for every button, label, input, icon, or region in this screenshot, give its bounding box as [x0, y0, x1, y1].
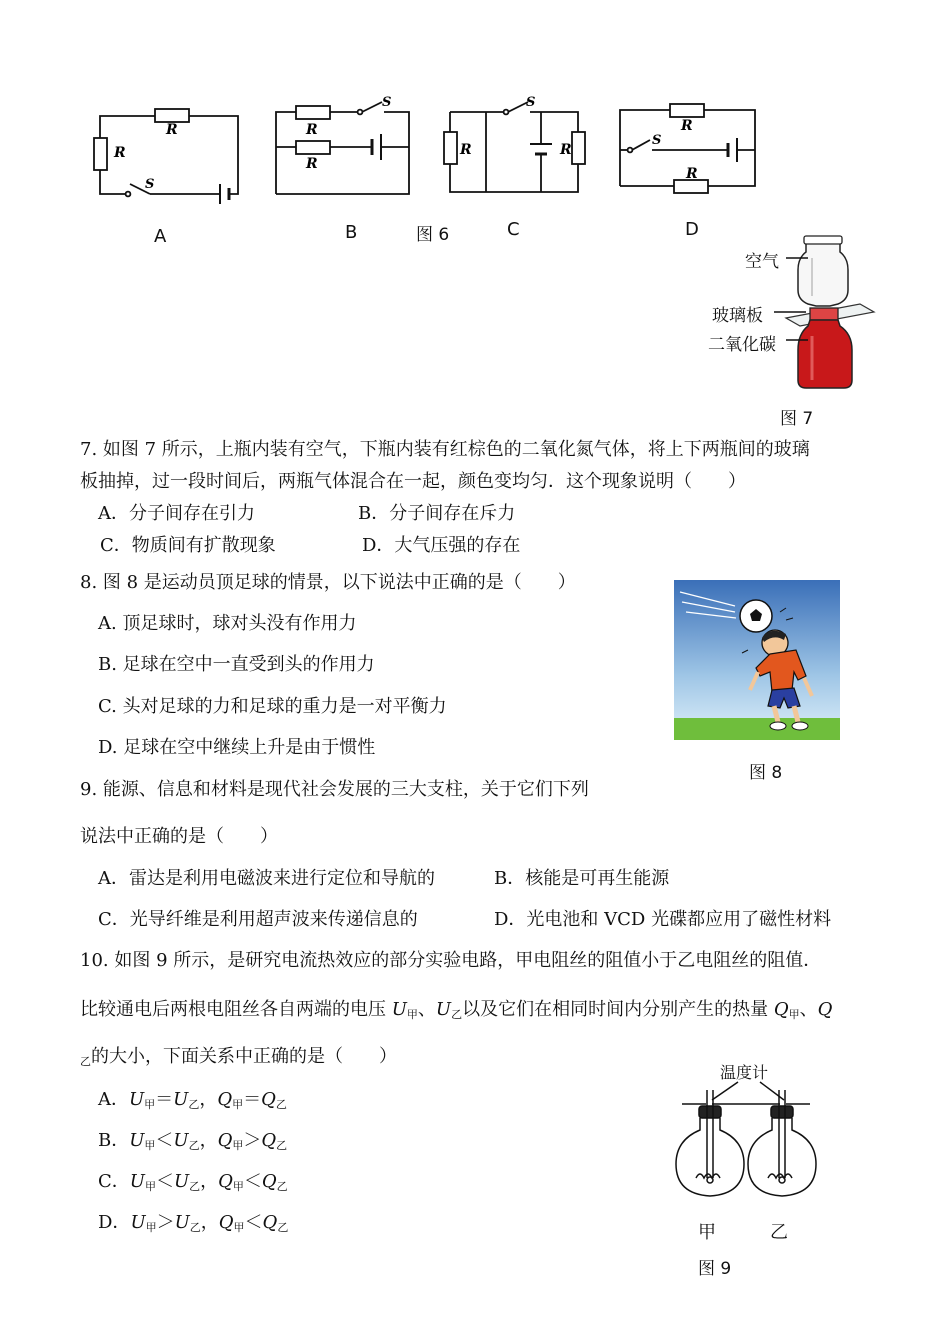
sub-yi: 乙: [189, 1221, 201, 1234]
q10-stem-text: 比较通电后两根电阻丝各自两端的电压: [80, 999, 392, 1020]
relation: ＜: [244, 1212, 263, 1233]
symbol-u: U: [173, 1171, 190, 1192]
option-prefix: A．: [98, 1089, 129, 1110]
resistor-label: R: [306, 156, 318, 172]
symbol-q: Q: [217, 1130, 233, 1151]
option-prefix: D．: [98, 1212, 131, 1233]
symbol-q: Q: [261, 1171, 277, 1192]
symbol-q: Q: [218, 1171, 233, 1192]
resistor-label: R: [686, 166, 698, 182]
symbol-u: U: [130, 1212, 146, 1233]
symbol-q: Q: [261, 1130, 277, 1151]
q8-option-d: D. 足球在空中继续上升是由于惯性: [98, 737, 376, 758]
q8-stem: 8. 图 8 是运动员顶足球的情景，以下说法中正确的是（ ）: [80, 572, 576, 593]
symbol-u: U: [129, 1089, 145, 1110]
sub-yi: 乙: [188, 1098, 200, 1111]
resistor-label: R: [681, 118, 693, 134]
relation: ＜: [243, 1171, 262, 1192]
q9-option-d: D．光电池和 VCD 光碟都应用了磁性材料: [494, 909, 832, 930]
comma: ，: [199, 1089, 218, 1110]
sub-jia: 甲: [144, 1180, 156, 1193]
sub-jia: 甲: [232, 1098, 244, 1111]
thermometer-label: 温度计: [720, 1063, 769, 1082]
q10-stem-text: 以及它们在相同时间内分别产生的热量: [462, 999, 774, 1020]
sub-jia: 甲: [232, 1180, 244, 1193]
resistor-label: R: [114, 145, 126, 161]
q9-stem-line1: 9. 能源、信息和材料是现代社会发展的三大支柱，关于它们下列: [80, 779, 589, 800]
switch-label: S: [652, 133, 662, 148]
label-gas: 二氧化碳: [708, 335, 776, 355]
comma: ，: [200, 1212, 219, 1233]
symbol-u: U: [435, 999, 452, 1020]
relation: ＜: [155, 1171, 174, 1192]
switch-label: S: [526, 95, 536, 110]
q9-stem-line2: 说法中正确的是（ ）: [80, 826, 278, 847]
symbol-u: U: [129, 1171, 145, 1192]
symbol-q: Q: [262, 1212, 278, 1233]
resistor-label: R: [560, 142, 572, 158]
resistor-label: R: [460, 142, 472, 158]
circuit-label-a: A: [154, 226, 167, 247]
option-prefix: B．: [98, 1130, 130, 1151]
sub-jia: 甲: [406, 1008, 418, 1021]
relation: ＝: [243, 1089, 262, 1110]
symbol-u: U: [173, 1089, 189, 1110]
q7-stem-line1: 7. 如图 7 所示，上瓶内装有空气，下瓶内装有红棕色的二氧化氮气体，将上下两瓶间的玻璃: [80, 439, 810, 460]
circuit-label-b: B: [345, 222, 358, 243]
switch-label: S: [382, 95, 392, 110]
symbol-u: U: [173, 1130, 189, 1151]
q8-option-a: A. 顶足球时，球对头没有作用力: [98, 613, 357, 634]
flask-label-jia: 甲: [698, 1222, 716, 1243]
separator: 、: [799, 999, 818, 1020]
q10-stem-line1: 10. 如图 9 所示，是研究电流热效应的部分实验电路，甲电阻丝的阻值小于乙电阻丝的阻值．: [80, 950, 822, 971]
sub-yi: 乙: [188, 1139, 200, 1152]
figure-6-caption: 图 6: [416, 225, 450, 245]
q7-option-b: B．分子间存在斥力: [358, 503, 516, 524]
q7-stem-line2: 板抽掉，过一段时间后，两瓶气体混合在一起，颜色变均匀．这个现象说明（ ）: [80, 471, 746, 492]
figure-7-caption: 图 7: [780, 409, 814, 429]
q7-option-c: C．物质间有扩散现象: [100, 535, 276, 556]
relation: ＜: [155, 1130, 174, 1151]
symbol-q: Q: [817, 999, 833, 1020]
sub-yi: 乙: [275, 1098, 287, 1111]
sub-jia: 甲: [232, 1139, 244, 1152]
q8-option-c: C. 头对足球的力和足球的重力是一对平衡力: [98, 696, 447, 717]
q9-option-c: C．光导纤维是利用超声波来传递信息的: [98, 909, 418, 930]
sub-yi: 乙: [277, 1221, 289, 1234]
q9-option-b: B．核能是可再生能源: [494, 868, 670, 889]
switch-label: S: [145, 177, 155, 192]
separator: 、: [417, 999, 436, 1020]
figure-8-caption: 图 8: [749, 763, 783, 783]
label-air: 空气: [745, 252, 779, 272]
symbol-u: U: [129, 1130, 145, 1151]
comma: ，: [199, 1130, 218, 1151]
symbol-q: Q: [217, 1089, 233, 1110]
q7-option-a: A．分子间存在引力: [98, 503, 255, 524]
symbol-q: Q: [773, 999, 789, 1020]
flask-label-yi: 乙: [770, 1222, 788, 1243]
q8-option-b: B. 足球在空中一直受到头的作用力: [98, 654, 375, 675]
option-prefix: C．: [98, 1171, 130, 1192]
figure-9-caption: 图 9: [698, 1259, 732, 1279]
relation: ＞: [243, 1130, 262, 1151]
symbol-u: U: [391, 999, 407, 1020]
resistor-label: R: [306, 122, 318, 138]
q10-stem-text: 的大小，下面关系中正确的是（ ）: [91, 1046, 397, 1067]
symbol-q: Q: [218, 1212, 234, 1233]
circuit-label-d: D: [685, 219, 699, 240]
sub-yi: 乙: [276, 1180, 288, 1193]
sub-yi: 乙: [451, 1008, 463, 1021]
resistor-label: R: [166, 122, 178, 138]
sub-jia: 甲: [144, 1098, 156, 1111]
sub-yi: 乙: [80, 1055, 91, 1068]
sub-jia: 甲: [144, 1139, 156, 1152]
relation: ＞: [156, 1212, 175, 1233]
sub-jia: 甲: [233, 1221, 245, 1234]
symbol-q: Q: [261, 1089, 276, 1110]
comma: ，: [200, 1171, 219, 1192]
circuit-label-c: C: [507, 219, 520, 240]
symbol-u: U: [174, 1212, 190, 1233]
q7-option-d: D．大气压强的存在: [362, 535, 521, 556]
q9-option-a: A．雷达是利用电磁波来进行定位和导航的: [98, 868, 435, 889]
sub-yi: 乙: [189, 1180, 201, 1193]
sub-yi: 乙: [276, 1139, 288, 1152]
relation: ＝: [155, 1089, 174, 1110]
sub-jia: 甲: [145, 1221, 157, 1234]
label-glass-plate: 玻璃板: [712, 306, 763, 326]
sub-jia: 甲: [788, 1008, 800, 1021]
